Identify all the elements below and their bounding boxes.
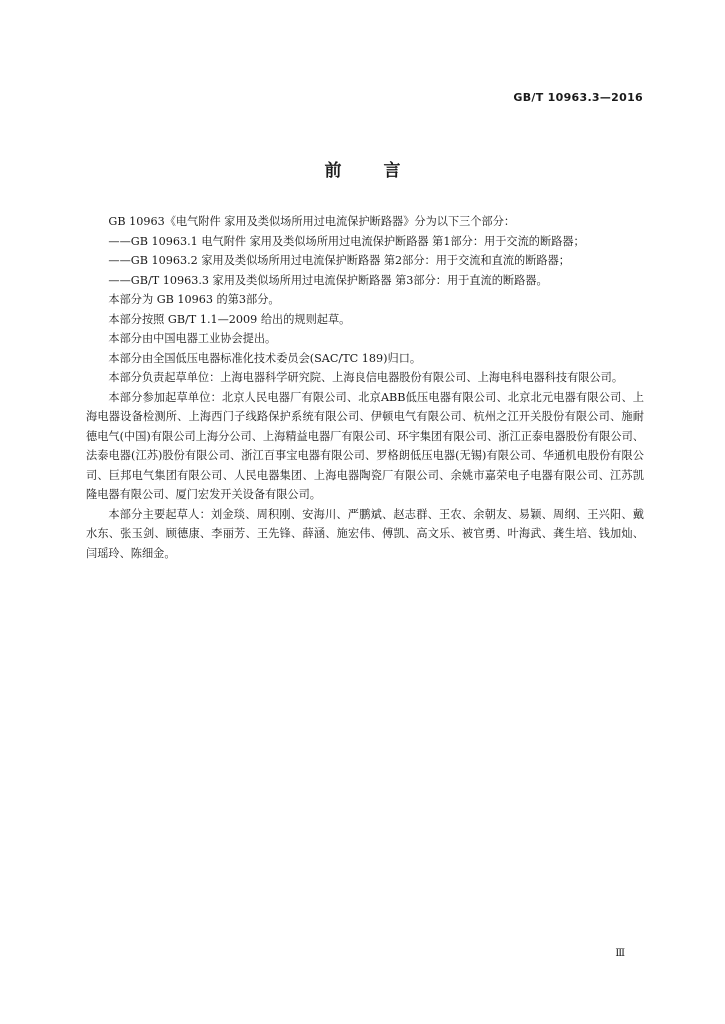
intro-paragraph: GB 10963《电气附件 家用及类似场所用过电流保护断路器》分为以下三个部分： (108, 215, 516, 228)
page-title: 前 言 (324, 161, 401, 181)
part-1-item: ——GB 10963.1 电气附件 家用及类似场所用过电流保护断路器 第1部分：用于交流的断路器； (108, 234, 585, 248)
administered-by-paragraph: 本部分由全国低压电器标准化技术委员会(SAC/TC 189)归口。 (108, 351, 422, 365)
preface-body (86, 212, 644, 563)
participating-drafters-paragraph: 本部分参加起草单位：北京人民电器厂有限公司、北京ABB低压电器有限公司、北京北元电器有限公司、上海电器设备检测所、上海西门子线路保护系统有限公司、伊顿电气有限公司、杭州之江开关股份有限公司、施耐德电气(中国)有限公司上海分公司、上海精益电器厂有限公司、环宇集团有限公司、浙江正泰电器股份有限公司、法泰电器(江苏)股份有限公司、浙江百事宝电器有限公司、罗格朗低压电器(无锡)有限公司、华通机电股份有限公司、巨邦电气集团有限公司、人民电器集团、上海电器陶瓷厂有限公司、余姚市嘉荣电子电器有限公司、江苏凯隆电器有限公司、厦门宏发开关设备有限公司。 (86, 390, 644, 501)
part-2-item: ——GB 10963.2 家用及类似场所用过电流保护断路器 第2部分：用于交流和直流的断路器； (108, 254, 570, 267)
chief-drafters-paragraph: 本部分负责起草单位：上海电器科学研究院、上海良信电器股份有限公司、上海电科电器科技有限公司。 (108, 371, 624, 384)
proposed-by-paragraph: 本部分由中国电器工业协会提出。 (108, 332, 277, 345)
this-part-paragraph: 本部分为 GB 10963 的第3部分。 (108, 293, 280, 306)
drafting-rules-paragraph: 本部分按照 GB/T 1.1—2009 给出的规则起草。 (108, 312, 351, 326)
standard-number: GB/T 10963.3—2016 (513, 91, 643, 104)
main-drafters-paragraph: 本部分主要起草人：刘金琰、周积刚、安海川、严鹏斌、赵志群、王农、余朝友、易颖、周纲、王兴阳、戴水东、张玉剑、顾德康、李丽芳、王先锋、薛涵、施宏伟、傅凯、高文乐、被官勇、叶海武、龚生培、钱加灿、闫瑶玲、陈细金。 (86, 507, 644, 560)
part-3-item: ——GB/T 10963.3 家用及类似场所用过电流保护断路器 第3部分：用于直流的断路器。 (108, 273, 548, 287)
page-number: Ⅲ (615, 948, 625, 959)
